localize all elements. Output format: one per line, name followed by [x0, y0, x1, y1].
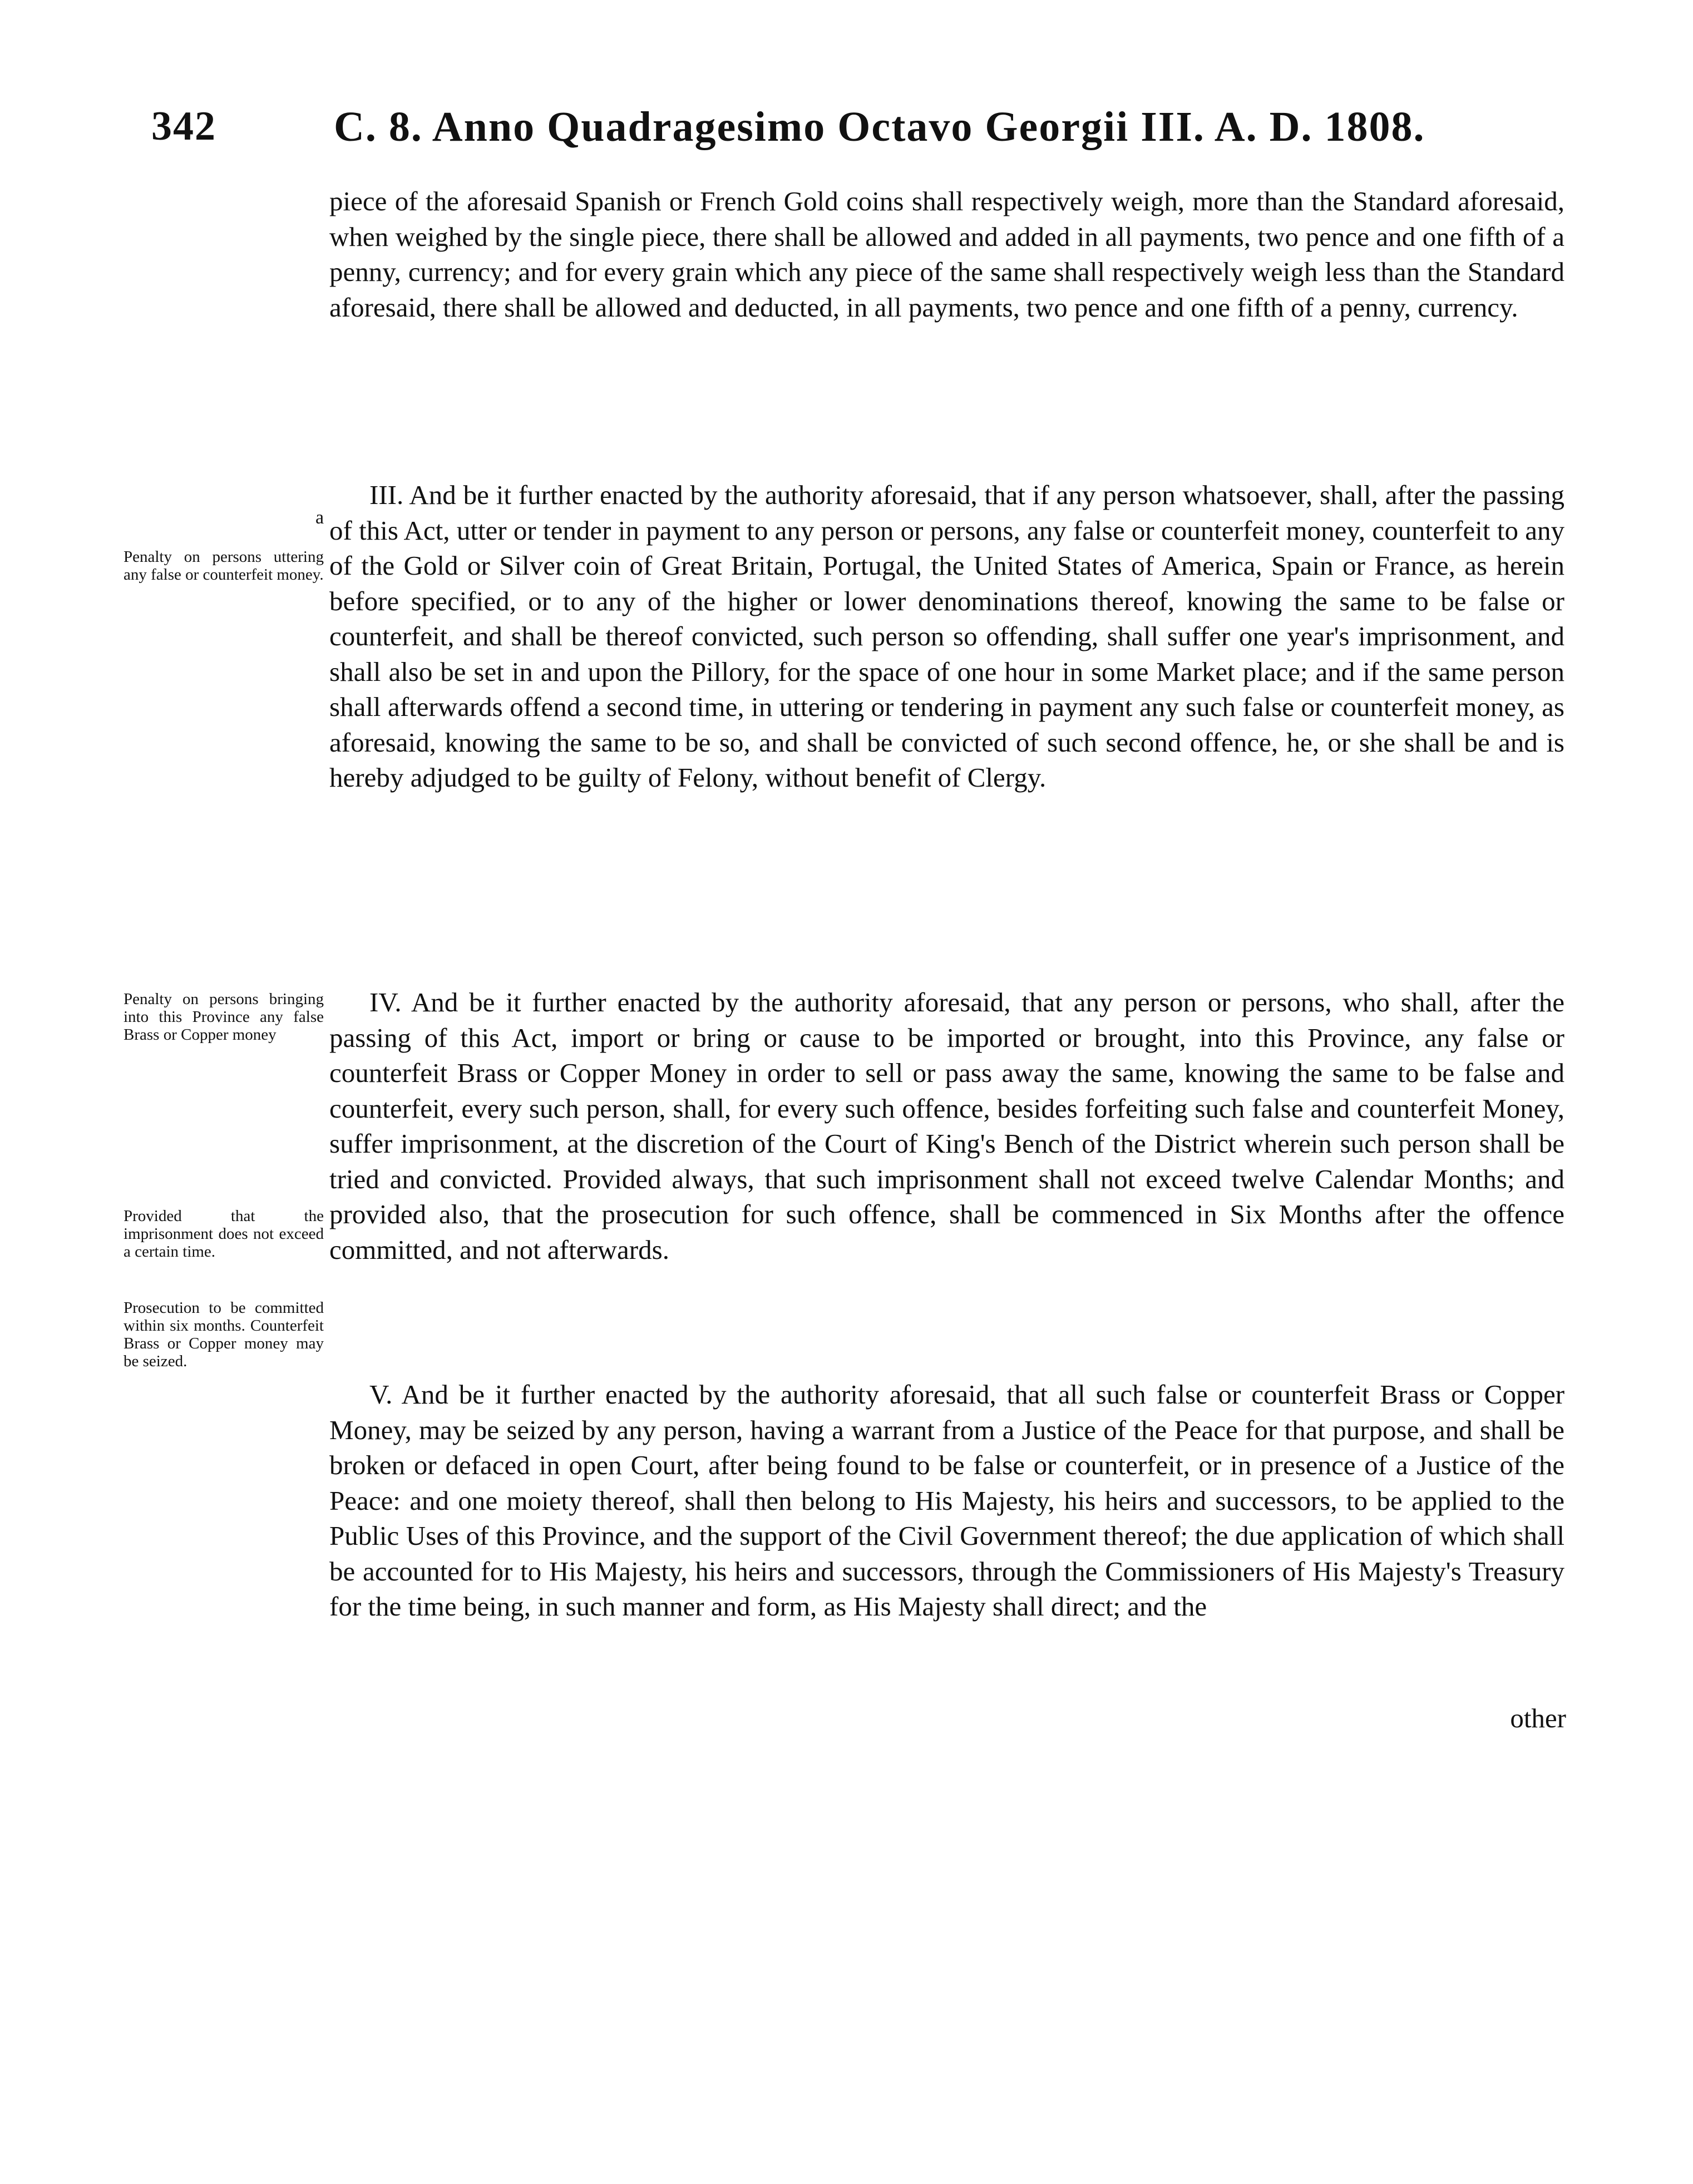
section-4-paragraph: [329, 985, 1564, 1267]
margin-note-section-3: Penalty on persons uttering any false or counterfeit money.: [124, 548, 324, 584]
running-title: C. 8. Anno Quadragesimo Octavo Georgii III. A. D. 1808.: [334, 103, 1425, 150]
continuation-paragraph-block: [329, 184, 1564, 325]
margin-note-section-5: Prosecution to be committed within six months. Counterfeit Brass or Copper money may be seized.: [124, 1299, 324, 1370]
section-5-block: [329, 1377, 1564, 1624]
section-3-number: III.: [369, 480, 404, 510]
running-head: [0, 103, 1693, 164]
continuation-paragraph: piece of the aforesaid Spanish or French Gold coins shall respectively weigh, more than the Standard aforesaid, when weighed by the single piece, there shall be allowed and added in all payments, two pence and one fifth of a penny, currency; and for every grain which any piece of the same shall respectively weigh less than the Standard aforesaid, there shall be allowed and deducted, in all payments, two pence and one fifth of a penny, currency.: [329, 186, 1564, 323]
section-5-number: V.: [369, 1379, 393, 1410]
margin-note-section-4: Penalty on persons bringing into this Province any false Brass or Copper money: [124, 990, 324, 1044]
margin-mark-a: a: [315, 507, 324, 528]
catchword: other: [1510, 1703, 1566, 1733]
section-5-paragraph: [329, 1377, 1564, 1624]
section-4-number: IV.: [369, 987, 402, 1017]
section-3-text: And be it further enacted by the authority aforesaid, that if any person whatsoever, shall, after the passing of this Act, utter or tender in payment to any person or persons, any false or counterfeit money, counterfeit to any of the Gold or Silver coin of Great Britain, Portugal, the United States of America, Spain or France, as herein before specified, or to any of the higher or lower denominations thereof, knowing the same to be false or counterfeit, and shall be thereof convicted, such person so offending, shall suffer one year's imprisonment, and shall also be set in and upon the Pillory, for the space of one hour in some Market place; and if the same person shall afterwards offend a second time, in uttering or tendering in payment any such false or counterfeit money, as aforesaid, knowing the same to be so, and shall be convicted of such second offence, he, or she shall be and is hereby adjudged to be guilty of Felony, without benefit of Clergy.: [329, 480, 1565, 793]
section-4-block: [329, 985, 1564, 1267]
page-number: 342: [151, 103, 216, 149]
section-3-paragraph: [329, 477, 1564, 795]
margin-note-section-4-proviso: Provided that the imprisonment does not exceed a certain time.: [124, 1207, 324, 1261]
section-3-block: [329, 477, 1564, 795]
section-4-text: And be it further enacted by the authority aforesaid, that any person or persons, who shall, after the passing of this Act, import or bring or cause to be imported or brought, into this Province, any false or counterfeit Brass or Copper Money in order to sell or pass away the same, knowing the same to be false and counterfeit, every such person, shall, for every such offence, besides forfeiting such false and counterfeit Money, suffer imprisonment, at the discretion of the Court of King's Bench of the District wherein such person shall be tried and convicted. Provided always, that such imprisonment shall not exceed twelve Calendar Months; and provided also, that the prosecution for such offence, shall be commenced in Six Months after the offence committed, and not afterwards.: [329, 987, 1564, 1265]
section-5-text: And be it further enacted by the authority aforesaid, that all such false or counterfeit Brass or Copper Money, may be seized by any person, having a warrant from a Justice of the Peace for that purpose, and shall be broken or defaced in open Court, after being found to be false or counterfeit, or in presence of a Justice of the Peace: and one moiety thereof, shall then belong to His Majesty, his heirs and successors, to be applied to the Public Uses of this Province, and the support of the Civil Government thereof; the due application of which shall be accounted for to His Majesty, his heirs and successors, through the Commissioners of His Majesty's Treasury for the time being, in such manner and form, as His Majesty shall direct; and the: [329, 1379, 1565, 1622]
